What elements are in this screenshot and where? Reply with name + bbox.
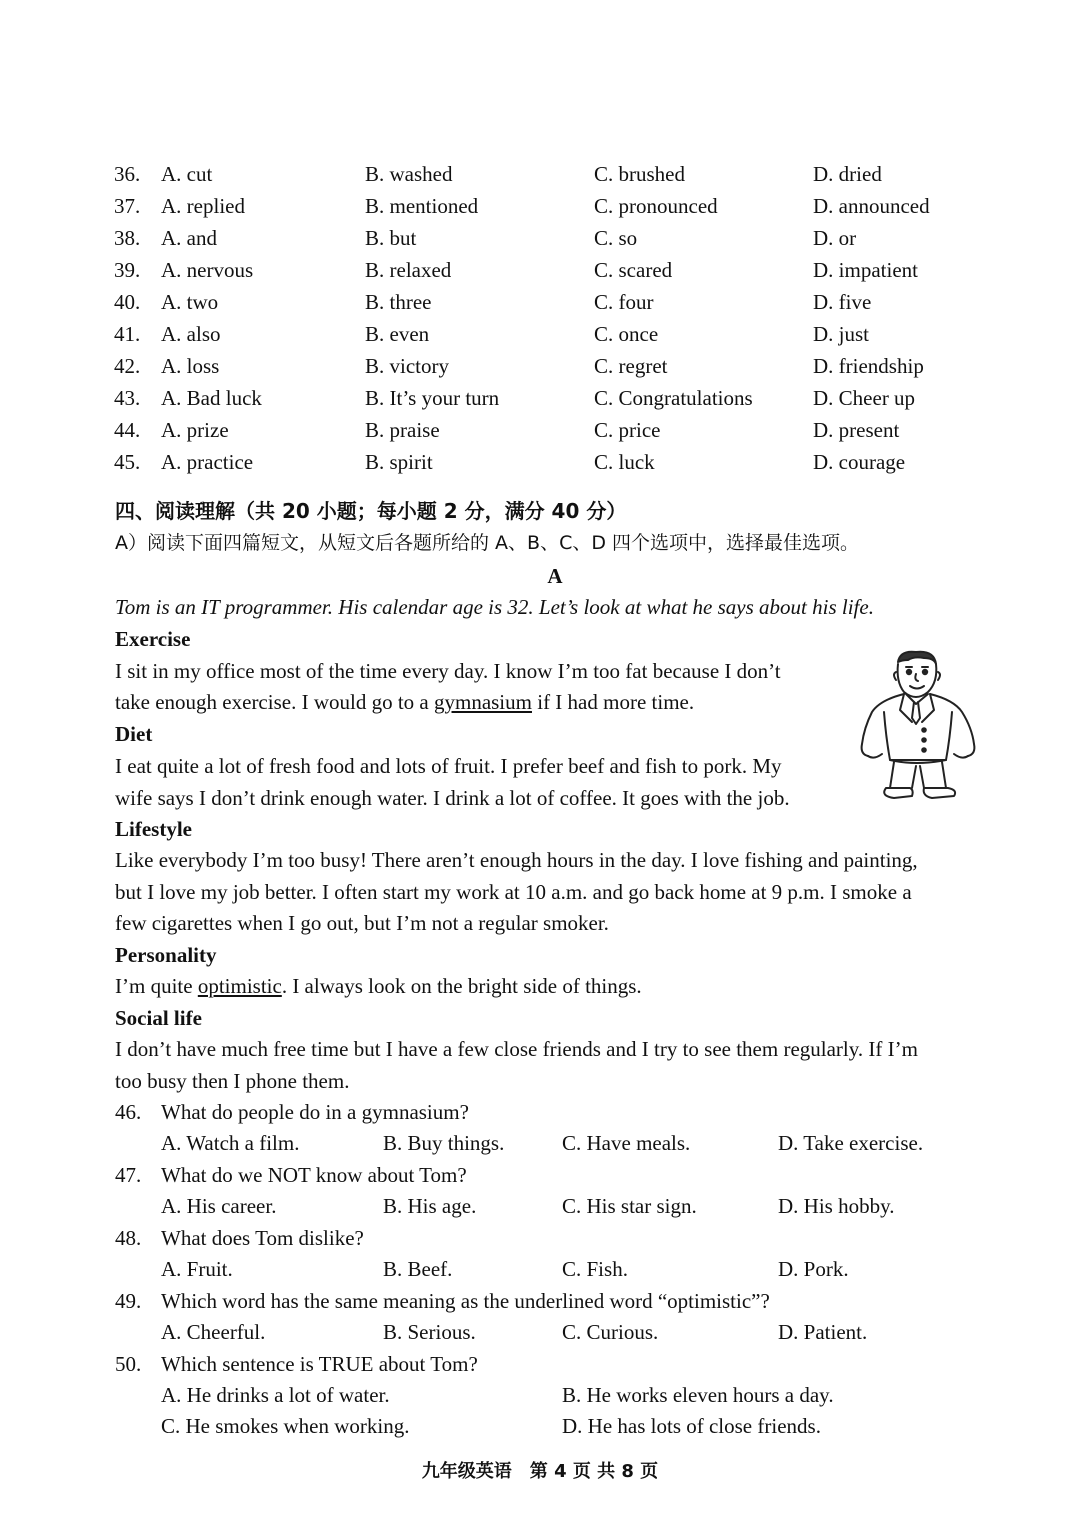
question-number: 42. xyxy=(114,354,141,378)
question-text: What do we NOT know about Tom? xyxy=(161,1163,467,1187)
question-number: 37. xyxy=(114,194,141,218)
choice-a: A. Watch a film. xyxy=(161,1131,300,1155)
question-row xyxy=(0,1285,1080,1317)
option-a: A. cut xyxy=(161,162,213,186)
option-c: C. four xyxy=(594,290,654,314)
choice-b: B. He works eleven hours a day. xyxy=(562,1383,834,1407)
choice-d: D. Pork. xyxy=(778,1257,849,1281)
choice-d: D. His hobby. xyxy=(778,1194,895,1218)
choice-d: D. He has lots of close friends. xyxy=(562,1414,821,1438)
option-b: B. spirit xyxy=(365,450,433,474)
option-a: A. Bad luck xyxy=(161,386,262,410)
man-illustration xyxy=(850,648,986,804)
choice-c: C. His star sign. xyxy=(562,1194,697,1218)
option-c: C. once xyxy=(594,322,659,346)
option-row xyxy=(0,318,1080,350)
option-b: B. mentioned xyxy=(365,194,479,218)
diet-text: wife says I don’t drink enough water. I drink a lot of coffee. It goes with the job. xyxy=(115,786,790,810)
lifestyle-heading: Lifestyle xyxy=(115,817,192,841)
option-a: A. practice xyxy=(161,450,254,474)
choice-row xyxy=(0,1316,1080,1348)
question-row xyxy=(0,1348,1080,1380)
question-row xyxy=(0,1159,1080,1191)
option-row xyxy=(0,286,1080,318)
choice-row xyxy=(0,1127,1080,1159)
question-number: 48. xyxy=(115,1226,142,1250)
choice-c: C. Curious. xyxy=(562,1320,659,1344)
choice-d: D. Take exercise. xyxy=(778,1131,924,1155)
lifestyle-text: but I love my job better. I often start my work at 10 a.m. and go back home at 9 p.m. I smoke a xyxy=(115,880,912,904)
option-c: C. brushed xyxy=(594,162,685,186)
page-footer: 九年级英语 第 4 页 共 8 页 xyxy=(421,1461,659,1482)
social-life-text: I don’t have much free time but I have a few close friends and I try to see them regularly. If I’m xyxy=(115,1037,918,1061)
option-d: D. present xyxy=(813,418,900,442)
option-a: A. and xyxy=(161,226,217,250)
section-title: 四、阅读理解（共 20 小题；每小题 2 分，满分 40 分） xyxy=(115,499,627,523)
question-number: 44. xyxy=(114,418,141,442)
option-d: D. or xyxy=(813,226,857,250)
option-c: C. Congratulations xyxy=(594,386,753,410)
option-d: D. friendship xyxy=(813,354,924,378)
choice-b: B. Buy things. xyxy=(383,1131,505,1155)
exercise-text-pre: take enough exercise. I would go to a xyxy=(115,690,434,714)
option-c: C. pronounced xyxy=(594,194,718,218)
option-row xyxy=(0,254,1080,286)
question-number: 49. xyxy=(115,1289,142,1313)
option-row xyxy=(0,382,1080,414)
underlined-word-optimistic: optimistic xyxy=(197,974,282,998)
option-row xyxy=(0,446,1080,478)
question-number: 43. xyxy=(114,386,141,410)
choice-c: C. Fish. xyxy=(562,1257,628,1281)
question-text: Which sentence is TRUE about Tom? xyxy=(161,1352,478,1376)
option-a: A. loss xyxy=(161,354,220,378)
choice-a: A. He drinks a lot of water. xyxy=(161,1383,390,1407)
option-d: D. courage xyxy=(813,450,906,474)
choice-b: B. His age. xyxy=(383,1194,477,1218)
option-c: C. price xyxy=(594,418,661,442)
option-b: B. even xyxy=(365,322,430,346)
option-d: D. announced xyxy=(813,194,930,218)
option-d: D. Cheer up xyxy=(813,386,916,410)
choice-a: A. Fruit. xyxy=(161,1257,233,1281)
choice-row xyxy=(0,1253,1080,1285)
option-b: B. but xyxy=(365,226,417,250)
personality-text xyxy=(115,971,642,1001)
option-c: C. regret xyxy=(594,354,668,378)
option-a: A. nervous xyxy=(161,258,254,282)
choice-row xyxy=(0,1410,1080,1442)
exercise-text-post: if I had more time. xyxy=(531,690,695,714)
choice-c: C. Have meals. xyxy=(562,1131,691,1155)
option-b: B. praise xyxy=(365,418,440,442)
exercise-text xyxy=(115,687,694,717)
question-number: 40. xyxy=(114,290,141,314)
personality-text-pre: I’m quite xyxy=(115,974,198,998)
passage-intro: Tom is an IT programmer. His calendar age is 32. Let’s look at what he says about his life. xyxy=(115,595,874,619)
option-row xyxy=(0,222,1080,254)
option-d: D. dried xyxy=(813,162,882,186)
question-number: 38. xyxy=(114,226,141,250)
choice-a: A. Cheerful. xyxy=(161,1320,266,1344)
personality-heading: Personality xyxy=(115,943,217,967)
option-a: A. replied xyxy=(161,194,245,218)
option-b: B. three xyxy=(365,290,432,314)
choice-d: D. Patient. xyxy=(778,1320,868,1344)
option-c: C. luck xyxy=(594,450,655,474)
question-number: 41. xyxy=(114,322,141,346)
option-row xyxy=(0,350,1080,382)
exercise-heading: Exercise xyxy=(115,627,191,651)
option-row xyxy=(0,158,1080,190)
option-d: D. just xyxy=(813,322,870,346)
option-b: B. relaxed xyxy=(365,258,452,282)
option-a: A. two xyxy=(161,290,219,314)
choice-row xyxy=(0,1379,1080,1411)
choice-b: B. Serious. xyxy=(383,1320,476,1344)
question-number: 50. xyxy=(115,1352,142,1376)
underlined-word-gymnasium: gymnasium xyxy=(433,690,532,714)
option-c: C. so xyxy=(594,226,638,250)
question-text: What do people do in a gymnasium? xyxy=(161,1100,469,1124)
option-b: B. It’s your turn xyxy=(365,386,500,410)
question-number: 36. xyxy=(114,162,141,186)
passage-letter: A xyxy=(547,564,563,588)
option-row xyxy=(0,414,1080,446)
question-number: 46. xyxy=(115,1100,142,1124)
choice-a: A. His career. xyxy=(161,1194,277,1218)
diet-text: I eat quite a lot of fresh food and lots of fruit. I prefer beef and fish to pork. My xyxy=(115,754,782,778)
lifestyle-text: Like everybody I’m too busy! There aren’t enough hours in the day. I love fishing and painting, xyxy=(115,848,918,872)
question-row xyxy=(0,1222,1080,1254)
option-a: A. prize xyxy=(161,418,229,442)
exercise-text: I sit in my office most of the time every day. I know I’m too fat because I don’t xyxy=(115,659,781,683)
option-b: B. washed xyxy=(365,162,453,186)
section-instruction: A）阅读下面四篇短文，从短文后各题所给的 A、B、C、D 四个选项中，选择最佳选项。 xyxy=(115,532,860,554)
choice-row xyxy=(0,1190,1080,1222)
question-number: 47. xyxy=(115,1163,142,1187)
option-c: C. scared xyxy=(594,258,673,282)
personality-text-post: . I always look on the bright side of things. xyxy=(281,974,642,998)
social-life-heading: Social life xyxy=(115,1006,202,1030)
diet-heading: Diet xyxy=(115,722,153,746)
option-d: D. five xyxy=(813,290,872,314)
option-a: A. also xyxy=(161,322,221,346)
question-text: Which word has the same meaning as the underlined word “optimistic”? xyxy=(161,1289,770,1313)
question-number: 45. xyxy=(114,450,141,474)
social-life-text: too busy then I phone them. xyxy=(115,1069,350,1093)
option-row xyxy=(0,190,1080,222)
choice-c: C. He smokes when working. xyxy=(161,1414,410,1438)
option-b: B. victory xyxy=(365,354,449,378)
choice-b: B. Beef. xyxy=(383,1257,453,1281)
question-number: 39. xyxy=(114,258,141,282)
lifestyle-text: few cigarettes when I go out, but I’m not a regular smoker. xyxy=(115,911,609,935)
option-d: D. impatient xyxy=(813,258,918,282)
question-row xyxy=(0,1096,1080,1128)
question-text: What does Tom dislike? xyxy=(161,1226,364,1250)
